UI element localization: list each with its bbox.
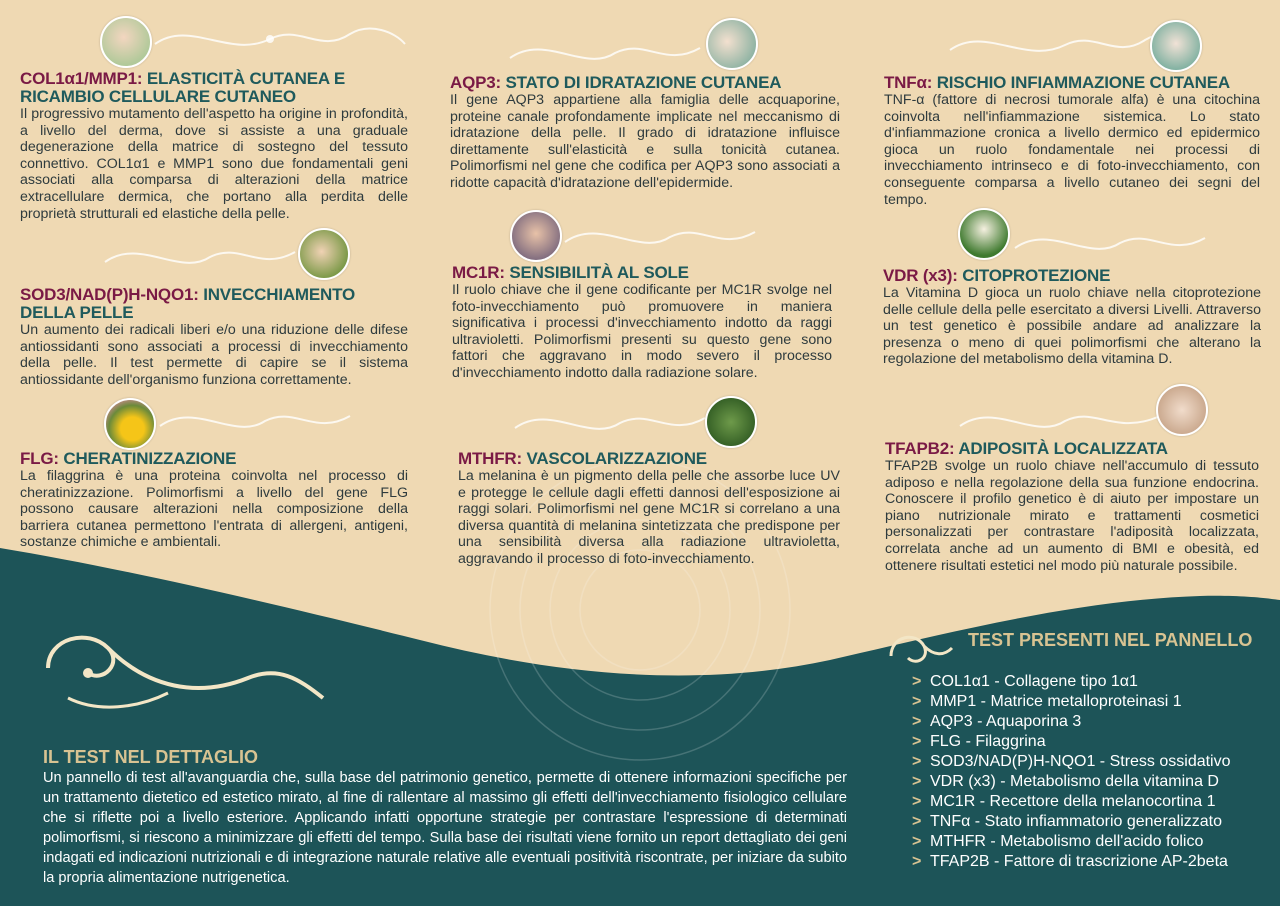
- list-item: > SOD3/NAD(P)H-NQO1 - Stress ossidativo: [912, 753, 1231, 770]
- ornament-swirl: [505, 28, 705, 78]
- section-heading: COL1α1/MMP1: ELASTICITÀ CUTANEA E RICAMBIO CELLULARE CUTANEO: [20, 69, 345, 106]
- section-text: Il ruolo chiave che il gene codificante per MC1R svolge nel foto-invecchiamento può promuovere in maniera significativa i processi d'invecchiamento indotto da raggi ultravioletti. Polimorfismi presenti su questo gene sono fattori che aggravano in modo severo il processo d'invecchiamento indotto dalla radiazione solare.: [452, 282, 832, 381]
- list-item: > MMP1 - Matrice metalloproteinasi 1: [912, 693, 1182, 710]
- section-heading: SOD3/NAD(P)H-NQO1: INVECCHIAMENTO DELLA PELLE: [20, 285, 355, 322]
- chevron-right-icon: >: [912, 753, 922, 770]
- ornament-swirl-small: [886, 626, 956, 672]
- section-text: La melanina è un pigmento della pelle che assorbe luce UV e protegge le cellule dagli effetti dannosi dell'esposizione ai raggi solari. Polimorfismi nel gene MC1R si correlano a una diversa quantità di melanina sintetizzata che predispone per una sensibilità diversa alla radiazione ultravioletta, aggravando il processo di foto-invecchiamento.: [458, 468, 840, 567]
- ornament-swirl: [510, 398, 710, 448]
- section-heading: AQP3: STATO DI IDRATAZIONE CUTANEA: [450, 73, 782, 92]
- chevron-right-icon: >: [912, 833, 922, 850]
- section-col1a1-mmp1: [20, 70, 408, 222]
- ornament-swirl: [100, 232, 300, 282]
- avatar-field: [958, 208, 1010, 260]
- section-mc1r: [452, 264, 832, 382]
- list-item: > FLG - Filaggrina: [912, 733, 1046, 750]
- section-vdr: [883, 267, 1261, 368]
- list-item: > MC1R - Recettore della melanocortina 1: [912, 793, 1216, 810]
- avatar-body: [1156, 384, 1208, 436]
- list-item: > VDR (x3) - Metabolismo della vitamina D: [912, 773, 1219, 790]
- panel-title: TEST PRESENTI NEL PANNELLO: [968, 630, 1253, 650]
- section-flg: [20, 450, 408, 551]
- section-text: La Vitamina D gioca un ruolo chiave nella citoprotezione delle cellule della pelle esercitato a diversi Livelli. Attraverso un test genetico è possibile andare ad analizzare la presenza o meno di quei polimorfismi che alterano la regolazione del metabolismo della vitamina D.: [883, 285, 1261, 368]
- chevron-right-icon: >: [912, 793, 922, 810]
- chevron-right-icon: >: [912, 713, 922, 730]
- section-heading: TNFα: RISCHIO INFIAMMAZIONE CUTANEA: [884, 73, 1230, 92]
- avatar-sunflower: [104, 398, 156, 450]
- section-aqp3: [450, 74, 840, 192]
- avatar-leaves: [705, 396, 757, 448]
- avatar-woman-sun: [510, 210, 562, 262]
- list-item: > COL1α1 - Collagene tipo 1α1: [912, 673, 1138, 690]
- section-heading: FLG: CHERATINIZZAZIONE: [20, 449, 237, 468]
- chevron-right-icon: >: [912, 673, 922, 690]
- ornament-swirl: [1010, 218, 1210, 268]
- detail-text: Un pannello di test all'avanguardia che, sulla base del patrimonio genetico, permette di ottenere informazioni specifiche per un trattamento dietetico ed estetico mirato, al fine di rallentare al massimo gli effetti dell'invecchiamento fisiologico cellulare che si riflette poi a livello esteriore. Applicando infatti opportune strategie per contrastare l'espressione di determinati polimorfismi, si riescono a minimizzare gli effetti del tempo. Sulla base dei risultati viene fornito un report dettagliato dei geni indagati ed indicazioni nutrizionali e di integrazione naturale relative alle eventuali positività riscontrate, per iniziare da subito la propria alimentazione nutrigenetica.: [43, 770, 847, 886]
- section-text: Il gene AQP3 appartiene alla famiglia delle acquaporine, proteine canale profondamente implicate nel meccanismo di idratazione della pelle. Il grado di idratazione influisce direttamente sull'elasticità e sulla tonicità cutanea. Polimorfismi nel gene che codifica per AQP3 sono associati a ridotte capacità d'idratazione dell'epidermide.: [450, 92, 840, 191]
- chevron-right-icon: >: [912, 853, 922, 870]
- chevron-right-icon: >: [912, 733, 922, 750]
- chevron-right-icon: >: [912, 693, 922, 710]
- list-item: > TNFα - Stato infiammatorio generalizzato: [912, 813, 1223, 830]
- ornament-swirl: [560, 212, 760, 262]
- avatar-woman-relax: [1150, 20, 1202, 72]
- section-sod3-nqo1: [20, 286, 408, 388]
- list-item: > AQP3 - Aquaporina 3: [912, 713, 1082, 730]
- ornament-swirl: [150, 14, 410, 64]
- section-heading: MC1R: SENSIBILITÀ AL SOLE: [452, 263, 689, 282]
- chevron-right-icon: >: [912, 773, 922, 790]
- detail-section: [43, 746, 847, 888]
- section-text: Il progressivo mutamento dell'aspetto ha origine in profondità, a livello del derma, dove si assiste a una graduale degenerazione della matrice di sostegno del tessuto connettivo. COL1α1 e MMP1 sono due fondamentali geni associati alla comparsa di alterazioni della matrice extracellulare dermica, che portano alla perdita delle proprietà strutturali ed elastiche della pelle.: [20, 106, 408, 222]
- chevron-right-icon: >: [912, 813, 922, 830]
- list-item: > TFAP2B - Fattore di trascrizione AP-2beta: [912, 853, 1228, 870]
- ornament-swirl-large: [28, 618, 328, 718]
- section-heading: VDR (x3): CITOPROTEZIONE: [883, 266, 1111, 285]
- section-text: TNF-α (fattore di necrosi tumorale alfa) è una citochina coinvolta nell'infiammazione sistemica. Lo stato d'infiammazione cronica a livello dermico ed epidermico gioca un ruolo fondamentale nei processi di invecchiamento intrinseco e di foto-invecchiamento, con conseguente comparsa a livello cutaneo dei segni del tempo.: [884, 92, 1260, 208]
- ornament-swirl: [155, 396, 355, 446]
- avatar-woman-face: [100, 16, 152, 68]
- avatar-woman-smile: [298, 228, 350, 280]
- avatar-skin-care: [706, 18, 758, 70]
- detail-title: IL TEST NEL DETTAGLIO: [43, 747, 259, 767]
- section-tfapb2: [885, 440, 1259, 574]
- section-text: TFAP2B svolge un ruolo chiave nell'accumulo di tessuto adiposo e nella regolazione della sua funzione endocrina. Conoscere il profilo genetico è di aiuto per impostare un piano nutrizionale mirato e trattamenti cosmetici personalizzati per contrastare l'adiposità localizzata, correlata anche ad un aumento di BMI e obesità, ed ottenere risultati estetici nel modo più naturale possibile.: [885, 458, 1259, 574]
- section-heading: TFAPB2: ADIPOSITÀ LOCALIZZATA: [885, 439, 1168, 458]
- section-heading: MTHFR: VASCOLARIZZAZIONE: [458, 449, 707, 468]
- list-item: > MTHFR - Metabolismo dell'acido folico: [912, 833, 1204, 850]
- section-text: La filaggrina è una proteina coinvolta nel processo di cheratinizzazione. Polimorfismi a livello del gene FLG possono causare alterazioni nella composizione della barriera cutanea permettono l'entrata di allergeni, antigeni, sostanze chimiche e ambientali.: [20, 468, 408, 551]
- section-mthfr: [458, 450, 840, 568]
- section-tnfa: [884, 74, 1260, 208]
- test-list: [912, 672, 1231, 872]
- section-text: Un aumento dei radicali liberi e/o una riduzione delle difese antiossidanti sono associati a processi di invecchiamento della pelle. Il test permette di capire se il sistema antiossidante dell'organismo funziona correttamente.: [20, 322, 408, 388]
